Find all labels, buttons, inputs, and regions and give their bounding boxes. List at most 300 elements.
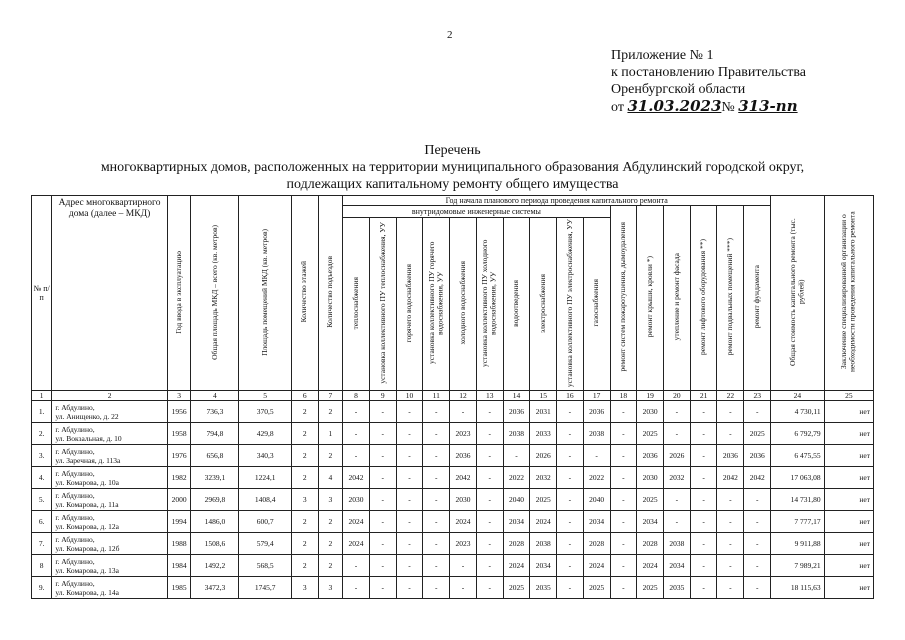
table-cell: 2030: [637, 401, 664, 423]
table-cell: -: [396, 401, 423, 423]
table-cell: -: [423, 533, 450, 555]
table-cell: -: [476, 467, 503, 489]
table-cell: -: [690, 401, 717, 423]
table-cell: нет: [824, 423, 873, 445]
row-number: 5.: [32, 489, 52, 511]
row-number: 1.: [32, 401, 52, 423]
table-cell: 2025: [583, 577, 610, 599]
table-cell: 2030: [343, 489, 370, 511]
column-number: 1: [32, 391, 52, 401]
table-cell: -: [610, 533, 637, 555]
table-cell: -: [557, 577, 584, 599]
table-cell: 2035: [530, 577, 557, 599]
table-cell: 1958: [167, 423, 191, 445]
row-address: [52, 555, 168, 577]
row-address: [52, 577, 168, 599]
table-cell: -: [369, 577, 396, 599]
table-cell: -: [664, 489, 691, 511]
column-numbers-row: [32, 391, 874, 401]
table-cell: 2040: [503, 489, 530, 511]
table-cell: -: [690, 445, 717, 467]
column-number: 5: [239, 391, 291, 401]
address-city: г. Абдулино,: [55, 446, 95, 456]
table-cell: 3239,1: [191, 467, 239, 489]
table-cell: -: [343, 555, 370, 577]
address-city: г. Абдулино,: [55, 490, 95, 500]
table-cell: 1: [318, 423, 343, 445]
table-cell: 568,5: [239, 555, 291, 577]
table-cell: 2028: [637, 533, 664, 555]
header-cold-water-meter: установка коллективного ПУ холодного водоснабжения, УУ: [480, 239, 498, 367]
column-number: 18: [610, 391, 637, 401]
table-cell: 2024: [503, 555, 530, 577]
table-cell: 2026: [664, 445, 691, 467]
column-number: 12: [450, 391, 477, 401]
header-fire: ремонт систем пожаротушения, дымоудаления: [618, 222, 628, 372]
table-cell: 2025: [503, 577, 530, 599]
table-cell: 3: [318, 489, 343, 511]
table-cell: 6 475,55: [771, 445, 824, 467]
row-address: [52, 489, 168, 511]
row-address: [52, 511, 168, 533]
appendix-date-line: [611, 98, 806, 116]
table-cell: -: [717, 423, 744, 445]
table-cell: 370,5: [239, 401, 291, 423]
header-systems: внутридомовые инженерные системы: [343, 206, 610, 218]
table-cell: -: [476, 555, 503, 577]
table-cell: 794,8: [191, 423, 239, 445]
table-cell: 2: [318, 555, 343, 577]
table-cell: 17 063,08: [771, 467, 824, 489]
table-cell: -: [369, 511, 396, 533]
table-cell: нет: [824, 555, 873, 577]
buildings-table: [31, 195, 874, 599]
header-entrances: Количество подъездов: [325, 256, 335, 328]
column-number: 2: [52, 391, 168, 401]
table-cell: -: [690, 533, 717, 555]
header-elevator: ремонт лифтового оборудования **): [698, 239, 708, 355]
table-cell: -: [369, 555, 396, 577]
table-cell: 4: [318, 467, 343, 489]
table-cell: -: [396, 445, 423, 467]
address-street: ул. Комарова, д. 14а: [55, 587, 119, 597]
table-cell: 2033: [530, 423, 557, 445]
table-cell: -: [343, 445, 370, 467]
header-cold-water: холодного водоснабжения: [457, 261, 467, 345]
table-cell: -: [690, 489, 717, 511]
table-cell: -: [423, 511, 450, 533]
header-cost: Общая стоимость капитального ремонта (тыс. рублей): [787, 218, 806, 366]
table-cell: -: [423, 467, 450, 489]
table-cell: -: [717, 555, 744, 577]
table-cell: -: [450, 555, 477, 577]
table-row: [32, 577, 874, 599]
row-number: 6.: [32, 511, 52, 533]
table-cell: 2023: [450, 423, 477, 445]
table-cell: 2034: [637, 511, 664, 533]
table-cell: 2042: [343, 467, 370, 489]
header-floors: Количество этажей: [299, 261, 309, 323]
table-cell: 1976: [167, 445, 191, 467]
table-cell: -: [396, 555, 423, 577]
table-cell: нет: [824, 401, 873, 423]
table-cell: 9 911,88: [771, 533, 824, 555]
table-cell: 2036: [450, 445, 477, 467]
header-total-area: Общая площадь МКД – всего (кв. метров): [209, 224, 219, 360]
table-cell: -: [744, 489, 771, 511]
header-year-built: Год ввода в эксплуатацию: [173, 250, 183, 334]
title-line2: многоквартирных домов, расположенных на территории муниципального образования Абдулинский городской округ,: [100, 160, 805, 175]
table-row: [32, 555, 874, 577]
table-cell: 1224,1: [239, 467, 291, 489]
table-cell: -: [476, 401, 503, 423]
table-cell: 2031: [530, 401, 557, 423]
table-cell: 2038: [503, 423, 530, 445]
table-cell: 2024: [583, 555, 610, 577]
table-cell: 2034: [583, 511, 610, 533]
table-cell: 2: [291, 511, 318, 533]
table-cell: 2000: [167, 489, 191, 511]
table-cell: 2038: [664, 533, 691, 555]
table-cell: 2025: [744, 423, 771, 445]
table-cell: 1985: [167, 577, 191, 599]
table-cell: -: [664, 423, 691, 445]
table-cell: -: [423, 489, 450, 511]
table-cell: нет: [824, 445, 873, 467]
address-city: г. Абдулино,: [55, 468, 95, 478]
table-cell: -: [583, 445, 610, 467]
table-cell: 2: [318, 533, 343, 555]
table-cell: 2034: [503, 511, 530, 533]
row-address: [52, 445, 168, 467]
table-row: [32, 401, 874, 423]
title-line3: подлежащих капитальному ремонту общего имущества: [286, 177, 619, 192]
row-address: [52, 533, 168, 555]
table-cell: -: [450, 401, 477, 423]
table-cell: 2026: [530, 445, 557, 467]
column-number: 9: [369, 391, 396, 401]
table-cell: 2: [291, 467, 318, 489]
table-cell: -: [423, 445, 450, 467]
row-number: 9.: [32, 577, 52, 599]
table-cell: 7 989,21: [771, 555, 824, 577]
column-number: 8: [343, 391, 370, 401]
table-cell: 2: [318, 401, 343, 423]
column-number: 10: [396, 391, 423, 401]
table-cell: -: [396, 489, 423, 511]
table-cell: 1508,6: [191, 533, 239, 555]
row-number: 4.: [32, 467, 52, 489]
column-number: 20: [664, 391, 691, 401]
table-cell: 4 730,11: [771, 401, 824, 423]
table-row: [32, 533, 874, 555]
table-cell: 656,8: [191, 445, 239, 467]
header-roof: ремонт крыши, кровли *): [644, 256, 654, 338]
table-cell: -: [744, 533, 771, 555]
table-cell: 2038: [530, 533, 557, 555]
table-cell: 2022: [503, 467, 530, 489]
table-cell: нет: [824, 489, 873, 511]
header-hot-water: горячего водоснабжения: [404, 263, 414, 343]
address-city: г. Абдулино,: [55, 424, 95, 434]
address-street: ул. Анищенко, д. 22: [55, 411, 119, 421]
column-number: 25: [824, 391, 873, 401]
address-city: г. Абдулино,: [55, 402, 95, 412]
table-cell: -: [396, 577, 423, 599]
table-cell: -: [369, 401, 396, 423]
table-cell: 2032: [530, 467, 557, 489]
table-cell: 2042: [450, 467, 477, 489]
table-cell: -: [423, 577, 450, 599]
table-cell: 6 792,79: [771, 423, 824, 445]
table-cell: -: [369, 445, 396, 467]
table-cell: 2024: [637, 555, 664, 577]
table-cell: -: [690, 511, 717, 533]
table-cell: -: [744, 577, 771, 599]
table-cell: 2040: [583, 489, 610, 511]
table-cell: 2042: [744, 467, 771, 489]
table-cell: -: [557, 511, 584, 533]
table-cell: 2: [318, 445, 343, 467]
handwritten-date: 31.03.2023: [627, 97, 722, 115]
row-number: 2.: [32, 423, 52, 445]
header-electricity-meter: установка коллективного ПУ электроснабжения, УУ: [564, 218, 574, 388]
table-cell: 2: [291, 533, 318, 555]
table-cell: -: [369, 533, 396, 555]
table-cell: 2024: [450, 511, 477, 533]
handwritten-number: 313-пп: [738, 97, 798, 115]
header-sewage: водоотведения: [511, 279, 521, 327]
table-row: [32, 511, 874, 533]
table-cell: 2025: [637, 577, 664, 599]
table-cell: 3: [318, 577, 343, 599]
table-cell: 2036: [583, 401, 610, 423]
table-cell: -: [610, 423, 637, 445]
table-cell: 2030: [450, 489, 477, 511]
table-cell: -: [423, 555, 450, 577]
table-cell: -: [343, 577, 370, 599]
title-line1: Перечень: [424, 143, 481, 158]
table-row: [32, 467, 874, 489]
table-cell: 2022: [583, 467, 610, 489]
table-cell: -: [396, 467, 423, 489]
table-cell: -: [423, 423, 450, 445]
row-address: [52, 401, 168, 423]
date-prefix: от: [611, 100, 624, 115]
table-cell: 2028: [583, 533, 610, 555]
header-plan-period: Год начала планового периода проведения капитального ремонта: [343, 196, 771, 206]
column-number: 4: [191, 391, 239, 401]
column-number: 11: [423, 391, 450, 401]
row-address: [52, 467, 168, 489]
table-cell: -: [557, 401, 584, 423]
table-cell: 2030: [637, 467, 664, 489]
table-cell: -: [690, 467, 717, 489]
table-cell: -: [343, 423, 370, 445]
table-cell: -: [369, 423, 396, 445]
header-hot-water-meter: установка коллективного ПУ горячего водоснабжения, УУ: [426, 241, 445, 365]
table-cell: 2: [291, 445, 318, 467]
table-cell: 1982: [167, 467, 191, 489]
table-cell: -: [744, 555, 771, 577]
table-cell: -: [717, 577, 744, 599]
address-city: г. Абдулино,: [55, 512, 95, 522]
header-address: Адрес многоквартирного дома (далее – МКД): [52, 196, 168, 391]
table-cell: 2: [291, 555, 318, 577]
table-cell: 3: [291, 577, 318, 599]
table-cell: -: [744, 401, 771, 423]
table-cell: -: [557, 555, 584, 577]
column-number: 16: [557, 391, 584, 401]
document-title: [20, 142, 885, 193]
appendix-line1: Приложение № 1: [611, 48, 714, 63]
table-cell: -: [557, 489, 584, 511]
table-cell: -: [557, 467, 584, 489]
header-heat-meter: установка коллективного ПУ теплоснабжения, УУ: [377, 222, 387, 384]
table-cell: -: [690, 555, 717, 577]
table-cell: 736,3: [191, 401, 239, 423]
address-street: ул. Комарова, д. 10а: [55, 477, 119, 487]
header-num: № п/п: [32, 196, 52, 391]
table-cell: -: [369, 467, 396, 489]
table-cell: -: [610, 489, 637, 511]
table-cell: -: [476, 577, 503, 599]
address-city: г. Абдулино,: [55, 556, 95, 566]
table-cell: -: [396, 423, 423, 445]
table-cell: -: [690, 577, 717, 599]
table-cell: 2023: [450, 533, 477, 555]
table-cell: 2025: [637, 423, 664, 445]
table-cell: 579,4: [239, 533, 291, 555]
table-row: [32, 489, 874, 511]
column-number: 21: [690, 391, 717, 401]
table-cell: -: [664, 401, 691, 423]
table-cell: -: [610, 555, 637, 577]
column-number: 6: [291, 391, 318, 401]
row-number: 3.: [32, 445, 52, 467]
table-cell: 2024: [530, 511, 557, 533]
column-number: 13: [476, 391, 503, 401]
address-street: ул. Вокзальная, д. 10: [55, 433, 122, 443]
table-cell: -: [557, 423, 584, 445]
table-cell: нет: [824, 511, 873, 533]
header-gas: газоснабжения: [591, 279, 601, 327]
table-cell: -: [476, 445, 503, 467]
table-cell: -: [557, 445, 584, 467]
table-cell: -: [717, 401, 744, 423]
address-street: ул. Комарова, д. 13а: [55, 565, 119, 575]
table-cell: -: [744, 511, 771, 533]
row-address: [52, 423, 168, 445]
table-cell: 2: [291, 423, 318, 445]
table-cell: -: [610, 445, 637, 467]
header-heat: теплоснабжения: [350, 276, 360, 330]
column-number: 15: [530, 391, 557, 401]
table-cell: 14 731,80: [771, 489, 824, 511]
table-cell: -: [717, 489, 744, 511]
appendix-block: [611, 47, 806, 116]
address-street: ул. Заречная, д. 113а: [55, 455, 121, 465]
address-city: г. Абдулино,: [55, 578, 95, 588]
table-cell: нет: [824, 467, 873, 489]
table-cell: 1492,2: [191, 555, 239, 577]
table-cell: 2969,8: [191, 489, 239, 511]
table-cell: -: [503, 445, 530, 467]
number-prefix: №: [721, 100, 735, 115]
table-cell: нет: [824, 577, 873, 599]
table-cell: 3: [291, 489, 318, 511]
row-number: 8: [32, 555, 52, 577]
table-cell: 429,8: [239, 423, 291, 445]
table-cell: 2028: [503, 533, 530, 555]
header-room-area: Площадь помещений МКД (кв. метров): [259, 228, 269, 356]
table-cell: 1984: [167, 555, 191, 577]
table-cell: 1956: [167, 401, 191, 423]
table-cell: 2036: [637, 445, 664, 467]
table-cell: -: [717, 511, 744, 533]
table-cell: 2035: [664, 577, 691, 599]
table-cell: -: [717, 533, 744, 555]
header-basement: ремонт подвальных помещений ***): [725, 238, 735, 356]
table-cell: 600,7: [239, 511, 291, 533]
table-cell: 18 115,63: [771, 577, 824, 599]
table-cell: -: [610, 401, 637, 423]
table-cell: 340,3: [239, 445, 291, 467]
table-cell: 1745,7: [239, 577, 291, 599]
table-cell: -: [369, 489, 396, 511]
table-cell: -: [396, 511, 423, 533]
table-cell: -: [396, 533, 423, 555]
table-cell: -: [690, 423, 717, 445]
address-street: ул. Комарова, д. 12а: [55, 521, 119, 531]
table-cell: 3472,3: [191, 577, 239, 599]
table-cell: 2025: [530, 489, 557, 511]
table-cell: 2024: [343, 511, 370, 533]
table-cell: -: [450, 577, 477, 599]
page-number: 2: [447, 29, 453, 41]
table-cell: 2036: [717, 445, 744, 467]
table-cell: -: [557, 533, 584, 555]
table-cell: -: [610, 511, 637, 533]
header-conclusion: Заключение специализированной организации о необходимости проведения капитального ремонта: [839, 211, 857, 373]
column-number: 24: [771, 391, 824, 401]
table-cell: -: [476, 423, 503, 445]
column-number: 14: [503, 391, 530, 401]
address-street: ул. Комарова, д. 11а: [55, 499, 119, 509]
table-cell: -: [610, 577, 637, 599]
table-cell: 2034: [664, 555, 691, 577]
column-number: 7: [318, 391, 343, 401]
table-cell: 2: [318, 511, 343, 533]
table-cell: -: [423, 401, 450, 423]
appendix-line2: к постановлению Правительства: [611, 65, 807, 80]
table-cell: -: [476, 511, 503, 533]
table-cell: 2032: [664, 467, 691, 489]
table-cell: -: [476, 533, 503, 555]
row-number: 7.: [32, 533, 52, 555]
table-row: [32, 445, 874, 467]
table-cell: 2036: [503, 401, 530, 423]
table-row: [32, 423, 874, 445]
address-street: ул. Комарова, д. 12б: [55, 543, 120, 553]
table-cell: 1994: [167, 511, 191, 533]
column-number: 19: [637, 391, 664, 401]
table-cell: -: [664, 511, 691, 533]
column-number: 23: [744, 391, 771, 401]
table-cell: 2024: [343, 533, 370, 555]
table-cell: 2: [291, 401, 318, 423]
column-number: 17: [583, 391, 610, 401]
